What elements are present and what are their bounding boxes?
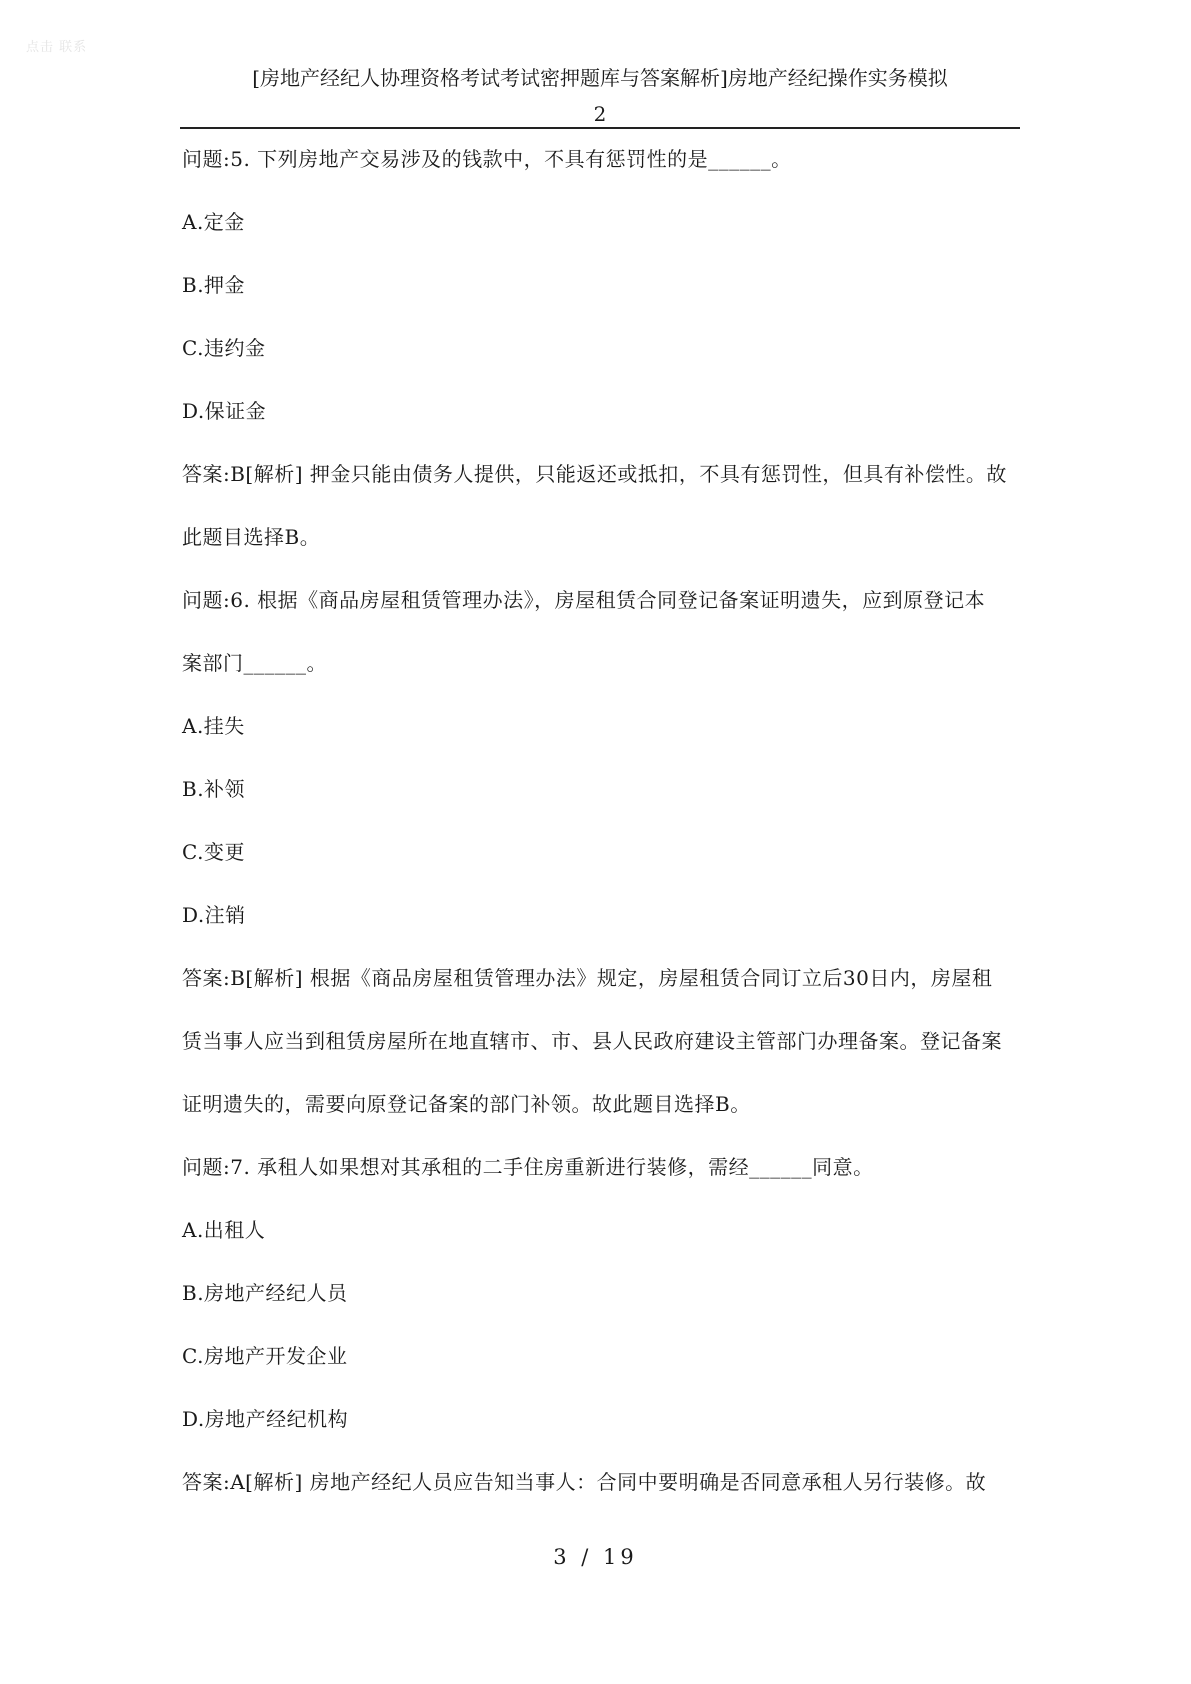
question-5-option-b: B.押金 [182,273,246,297]
question-6-option-d: D.注销 [182,903,246,927]
header-divider [180,127,1020,129]
header-title: [房地产经纪人协理资格考试考试密押题库与答案解析]房地产经纪操作实务模拟 [252,66,948,90]
question-6-option-a: A.挂失 [182,714,245,738]
question-6-stem: 问题:6. 根据《商品房屋租赁管理办法》，房屋租赁合同登记备案证明遗失，应到原登记本 [182,588,986,612]
question-5-stem: 问题:5. 下列房地产交易涉及的钱款中，不具有惩罚性的是______。 [182,147,792,171]
question-6-stem-continued: 案部门______。 [182,651,327,675]
question-7-option-c: C.房地产开发企业 [182,1344,348,1368]
question-7-option-a: A.出租人 [182,1218,266,1242]
watermark-text: 点击 联系 [26,40,88,55]
document-body [182,145,1020,1531]
question-7-stem: 问题:7. 承租人如果想对其承租的二手住房重新进行装修，需经______同意。 [182,1155,874,1179]
question-6-option-b: B.补领 [182,777,246,801]
question-5-answer: 答案:B[解析] 押金只能由债务人提供，只能返还或抵扣，不具有惩罚性，但具有补偿性。故 [182,462,1007,486]
question-6-option-c: C.变更 [182,840,245,864]
page-header [180,60,1020,132]
question-5-answer-continued: 此题目选择B。 [182,525,321,549]
question-6-answer: 答案:B[解析] 根据《商品房屋租赁管理办法》规定，房屋租赁合同订立后30日内，房屋租 [182,966,993,990]
question-7-answer: 答案:A[解析] 房地产经纪人员应告知当事人：合同中要明确是否同意承租人另行装修。故 [182,1470,987,1494]
header-title-continued: 2 [593,102,607,126]
question-6-answer-end: 证明遗失的，需要向原登记备案的部门补领。故此题目选择B。 [182,1092,751,1116]
question-7-option-d: D.房地产经纪机构 [182,1407,349,1431]
page-number: 3 / 19 [553,1545,638,1569]
question-5-option-a: A.定金 [182,210,245,234]
question-5-option-d: D.保证金 [182,399,267,423]
question-5-option-c: C.违约金 [182,336,266,360]
question-6-answer-continued: 赁当事人应当到租赁房屋所在地直辖市、市、县人民政府建设主管部门办理备案。登记备案 [182,1029,1002,1053]
question-7-option-b: B.房地产经纪人员 [182,1281,348,1305]
